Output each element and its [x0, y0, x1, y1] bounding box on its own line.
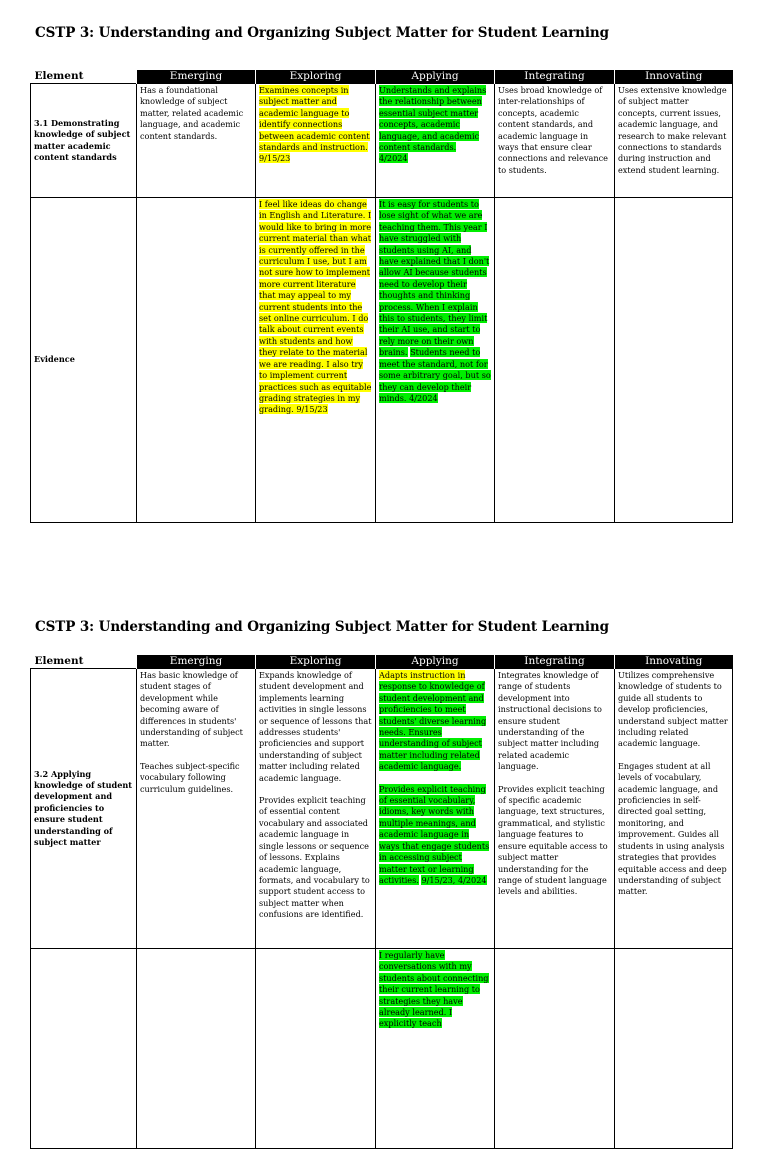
row-label-3-1: 3.1 Demonstrating knowledge of subject matter academic content standards: [31, 84, 137, 198]
highlighted-text: I feel like ideas do change in English and Literature. I would like to bring in more current material than what is currently offered in the curriculum I use, but I am not sure how to implement more current literature that may appeal to my current students into the set online curriculum. I do talk about current events with students and how they relate to the material we are reading. I also try to implement current practices such as equitable grading strategies in my grading. 9/15/23: [259, 199, 372, 415]
col-emerging: Emerging: [137, 70, 256, 84]
table-row-3-2: [31, 669, 733, 949]
col-emerging: Emerging: [137, 655, 256, 669]
cell-emerging: [137, 669, 256, 949]
cell-applying: [376, 669, 495, 949]
cell-integrating: [495, 669, 615, 949]
table-row-evidence-2: [31, 949, 733, 1149]
col-applying: Applying: [376, 655, 495, 669]
highlighted-text: Adapts instruction in: [379, 670, 466, 680]
cell-innovating: [615, 669, 733, 949]
evidence-label-2: [31, 949, 137, 1149]
section1-rubric-table: [30, 70, 733, 523]
highlighted-text: Provides explicit teaching of essential vocabulary, idioms, key words with multiple meanings, and academic language in ways that engage students in accessing subject matter text or learning activities.: [379, 783, 490, 885]
cell-applying: [376, 84, 495, 198]
col-innovating: Innovating: [615, 655, 733, 669]
highlighted-text: Students need to meet the standard, not for some arbitrary goal, but so they can develop their minds. 4/2024: [379, 347, 491, 403]
paragraph: Provides explicit teaching of specific academic language, text structures, grammatical, and stylistic language features to ensure equitable access to subject matter understanding for the range of student language levels and abilities.: [498, 783, 608, 897]
evidence-innovating: [615, 198, 733, 523]
highlighted-text: It is easy for students to lose sight of what we are teaching them. This year I have struggled with students using AI, and have explained that I don't allow AI because students need to develop their thoughts and thinking process. When I explain this to students, they limit their AI use, and start to rely more on their own brains.: [379, 199, 490, 358]
element-header: Element: [31, 70, 137, 84]
cell-exploring: [256, 669, 376, 949]
highlighted-date: 4/2024: [379, 153, 408, 164]
evidence-emerging: [137, 198, 256, 523]
evidence-label: Evidence: [31, 198, 137, 523]
section2-title: CSTP 3: Understanding and Organizing Subject Matter for Student Learning: [35, 619, 609, 635]
header-row: [31, 655, 733, 669]
paragraph: Engages student at all levels of vocabulary, academic language, and proficiencies in self-directed goal setting, monitoring, and improvement. Guides all students in using analysis strategies that provides equitable access and deep understanding of subject matter.: [618, 760, 727, 897]
col-exploring: Exploring: [256, 655, 376, 669]
highlighted-text: I regularly have conversations with my students about connecting their current learning to strategies they have already learned. I explicitly teach: [379, 950, 489, 1029]
cell-innovating: Uses extensive knowledge of subject matter concepts, current issues, academic language, and research to make relevant connections to standards during instruction and extend student learning.: [615, 84, 733, 198]
paragraph: Expands knowledge of student development and implements learning activities in single lessons or sequence of lessons that addresses students' proficiencies and support understanding of subject matter including related academic language.: [259, 670, 372, 783]
paragraph: Teaches subject-specific vocabulary following curriculum guidelines.: [140, 760, 240, 794]
evidence-integrating: [495, 949, 615, 1149]
highlighted-date: 9/15/23, 4/2024: [421, 874, 487, 885]
cell-emerging: Has a foundational knowledge of subject matter, related academic language, and academic content standards.: [137, 84, 256, 198]
section2-rubric-table: [30, 655, 733, 1149]
col-exploring: Exploring: [256, 70, 376, 84]
paragraph: Provides explicit teaching of essential content vocabulary and associated academic language in single lessons or sequence of lessons. Explains academic language, formats, and vocabulary to support student access to subject matter when confusions are identified.: [259, 795, 370, 920]
paragraph: Integrates knowledge of range of students development into instructional decisions to ensure student understanding of the subject matter including related academic language.: [498, 670, 602, 772]
cell-integrating: Uses broad knowledge of inter-relationships of concepts, academic content standards, and academic language in ways that ensure clear connections and relevance to students.: [495, 84, 615, 198]
row-label-3-2: 3.2 Applying knowledge of student development and proficiencies to ensure student understanding of subject matter: [31, 669, 137, 949]
cell-exploring: [256, 84, 376, 198]
col-innovating: Innovating: [615, 70, 733, 84]
section1-title: CSTP 3: Understanding and Organizing Subject Matter for Student Learning: [35, 25, 609, 41]
evidence-applying: [376, 198, 495, 523]
evidence-exploring: [256, 949, 376, 1149]
paragraph: Utilizes comprehensive knowledge of students to guide all students to develop proficiencies, understand subject matter including related academic language.: [618, 670, 728, 749]
header-row: [31, 70, 733, 84]
evidence-applying: [376, 949, 495, 1149]
col-applying: Applying: [376, 70, 495, 84]
highlighted-text: Understands and explains the relationship between essential subject matter concepts, academic language, and academic content standards.: [379, 85, 487, 153]
paragraph: Has basic knowledge of student stages of development while becoming aware of differences in students' understanding of subject matter.: [140, 670, 243, 749]
table-row-3-1: [31, 84, 733, 198]
highlighted-text: response to knowledge of student development and proficiencies to meet students' diverse learning needs. Ensures understanding of subject matter including related academic language.: [379, 681, 487, 772]
evidence-emerging: [137, 949, 256, 1149]
highlighted-text: Examines concepts in subject matter and academic language to identify connections between academic content standards and instruction. 9/15/23: [259, 85, 370, 164]
col-integrating: Integrating: [495, 655, 615, 669]
element-header: Element: [31, 655, 137, 669]
col-integrating: Integrating: [495, 70, 615, 84]
evidence-exploring: [256, 198, 376, 523]
evidence-integrating: [495, 198, 615, 523]
evidence-innovating: [615, 949, 733, 1149]
table-row-evidence-1: [31, 198, 733, 523]
